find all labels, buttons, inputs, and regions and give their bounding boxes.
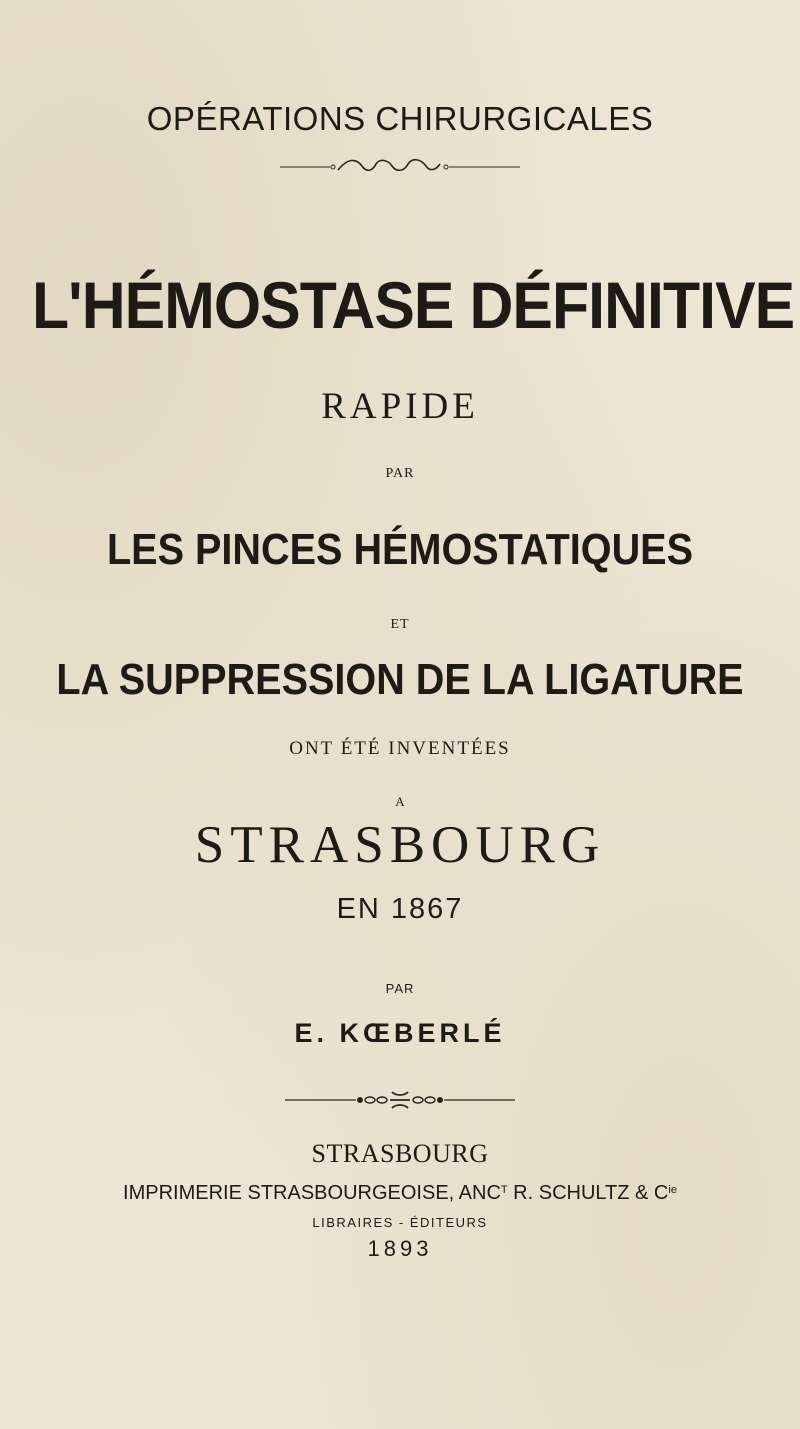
pinces-line: LES PINCES HÉMOSTATIQUES [106,525,693,574]
par-word-2: PAR [385,981,415,996]
imprint-printer [0,1182,800,1205]
bottom-ornament-icon [0,1088,800,1112]
top-ornament-icon [0,152,800,182]
et-word: ET [390,617,410,632]
date-line: EN 1867 [336,893,464,925]
suppression-line: LA SUPPRESSION DE LA LIGATURE [56,655,744,704]
printer-name: IMPRIMERIE STRASBOURGEOISE, ANC [123,1182,501,1204]
imprint-year: 1893 [367,1236,433,1261]
author-name: E. KŒBERLÉ [294,1018,506,1048]
imprint-city: STRASBOURG [311,1139,489,1168]
printer-superscript-2: ie [668,1183,677,1196]
imprint-libraires: LIBRAIRES - ÉDITEURS [312,1215,488,1230]
main-title: L'HÉMOSTASE DÉFINITIVE [32,268,795,342]
a-word: A [395,794,405,809]
printer-superscript: T [500,1183,508,1196]
par-word: PAR [385,466,415,481]
printer-name-continued: R. SCHULTZ & C [507,1182,669,1204]
inventees-line: ONT ÉTÉ INVENTÉES [289,738,511,759]
place-heading: STRASBOURG [194,816,606,874]
series-title: OPÉRATIONS CHIRURGICALES [146,100,654,137]
subtitle: RAPIDE [321,386,479,427]
